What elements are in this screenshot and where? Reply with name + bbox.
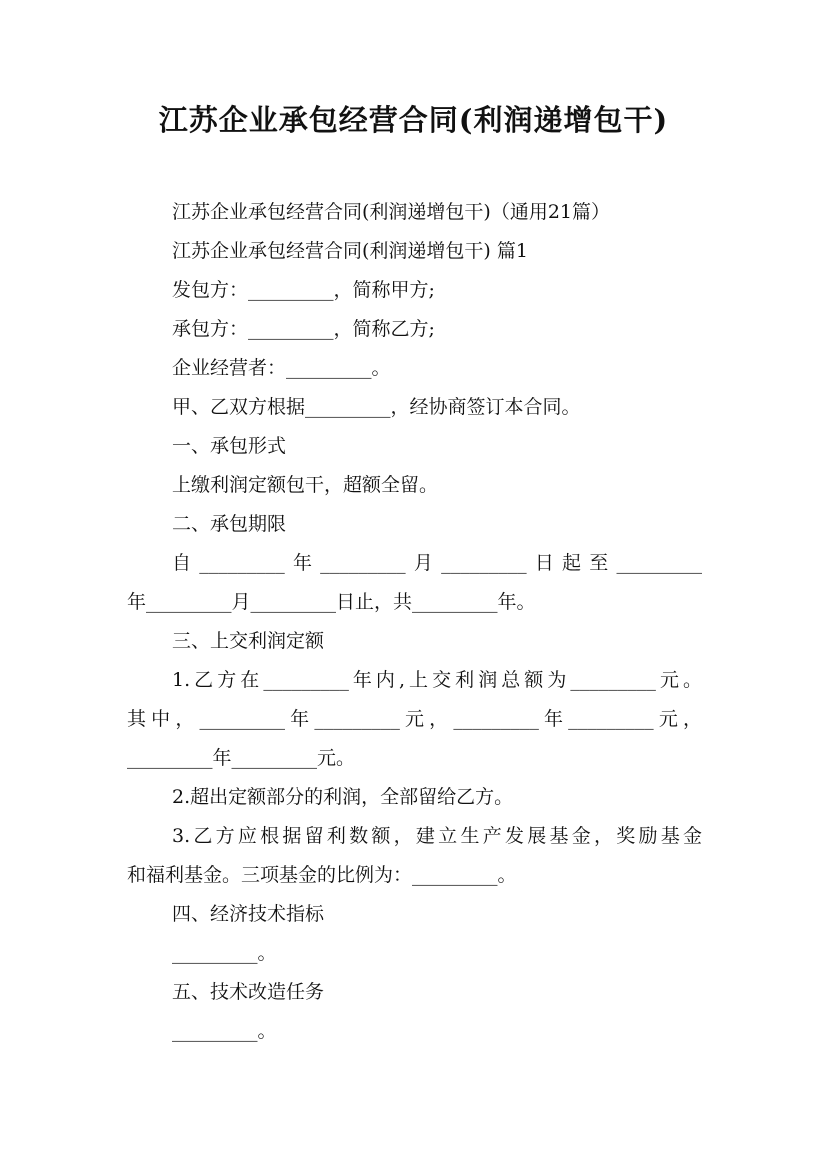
contract-line: 其中，_________年_________元，_________年_________元， (127, 708, 702, 730)
contract-line: 1.乙方在_________年内,上交利润总额为_________元。 (172, 669, 702, 691)
contract-line: _________。 (172, 942, 277, 964)
contract-line: _________年_________元。 (127, 747, 356, 769)
contract-line: _________。 (172, 1020, 277, 1042)
contract-line: 年_________月_________日止，共_________年。 (127, 591, 536, 613)
contract-line: 企业经营者：_________。 (172, 357, 391, 379)
contract-line: 甲、乙双方根据_________，经协商签订本合同。 (172, 396, 581, 418)
contract-line: 2.超出定额部分的利润，全部留给乙方。 (172, 786, 514, 808)
clause-heading: 二、承包期限 (172, 513, 287, 535)
document-title: 江苏企业承包经营合同(利润递增包干) (158, 103, 669, 137)
contract-line: 上缴利润定额包干，超额全留。 (172, 474, 439, 496)
contract-line: 和福利基金。三项基金的比例为：_________。 (127, 864, 517, 886)
clause-heading: 四、经济技术指标 (172, 903, 325, 925)
clause-heading: 五、技术改造任务 (172, 981, 325, 1003)
contract-line: 承包方：_________，简称乙方; (172, 318, 435, 340)
contract-line: 发包方：_________，简称甲方; (172, 279, 435, 301)
contract-line: 3.乙方应根据留利数额，建立生产发展基金，奖励基金 (172, 825, 702, 847)
clause-heading: 一、承包形式 (172, 435, 287, 457)
clause-heading: 三、上交利润定额 (172, 630, 325, 652)
contract-line: 自_________年_________月_________日起至_________ (172, 552, 702, 574)
subtitle-line: 江苏企业承包经营合同(利润递增包干)（通用21篇） (172, 201, 611, 223)
section-heading-line: 江苏企业承包经营合同(利润递增包干) 篇1 (172, 240, 528, 262)
